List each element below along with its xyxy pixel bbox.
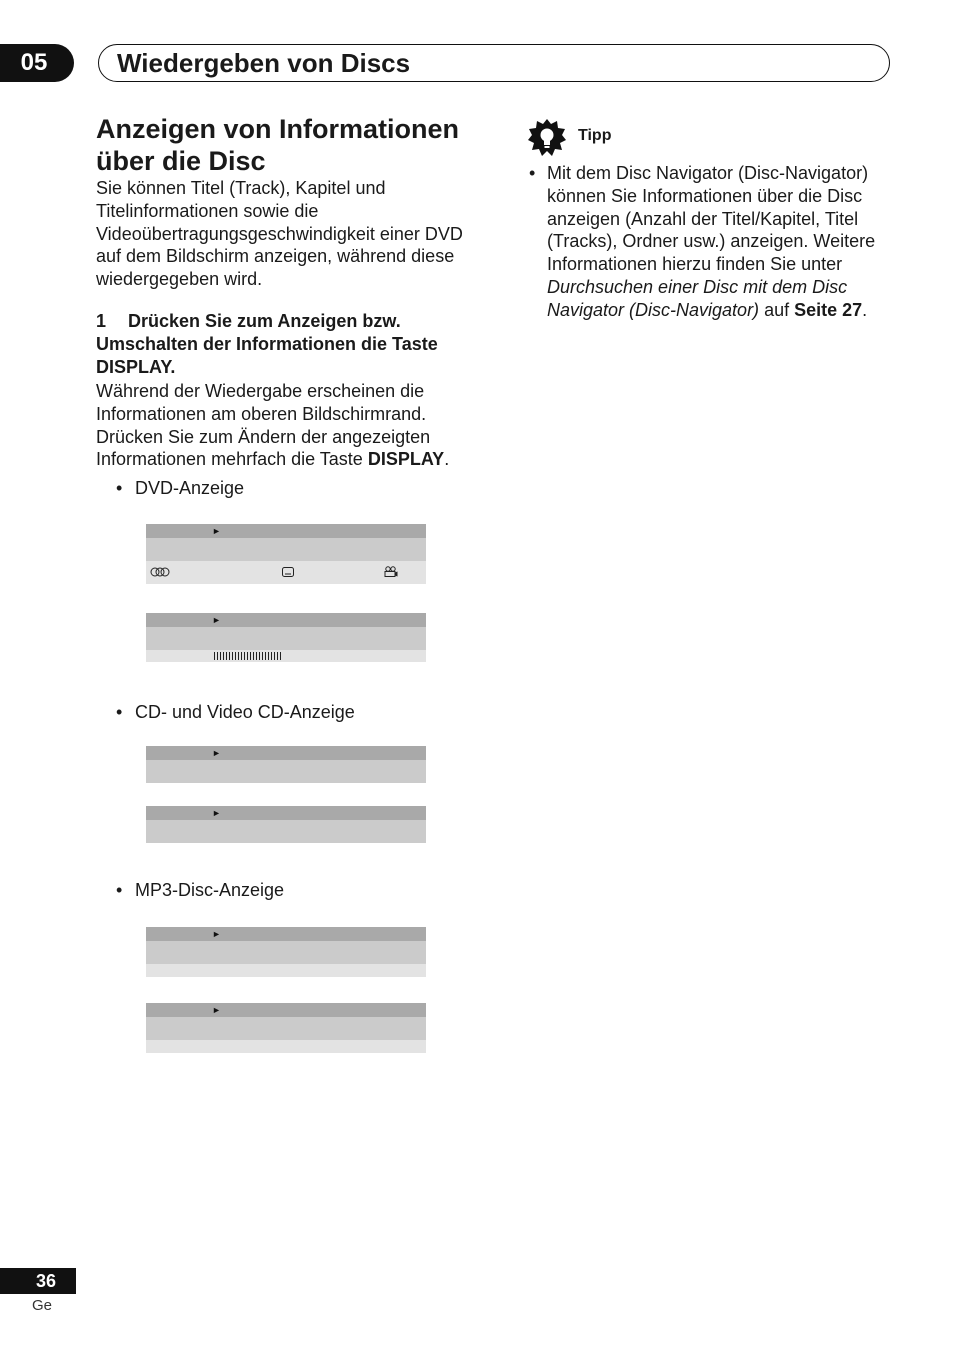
- mp3-osd-screen-1: [146, 927, 426, 977]
- cd-osd-screen-2: [146, 806, 426, 843]
- bullet-cd-label: CD- und Video CD-Anzeige: [135, 702, 355, 722]
- osd-status-bar: [146, 927, 426, 941]
- cd-osd-screen-1: [146, 746, 426, 783]
- tip-bullet: [529, 162, 894, 322]
- osd-status-bar: [146, 613, 426, 627]
- play-icon: ►: [212, 1005, 221, 1015]
- language-code: Ge: [32, 1297, 53, 1314]
- play-icon: ►: [212, 615, 221, 625]
- subtitle-icon: [282, 567, 294, 577]
- tip-text-auf: auf: [759, 299, 795, 320]
- step-text: Drücken Sie zum Anzeigen bzw. Umschalten der Informationen die Taste DISPLAY.: [96, 311, 438, 377]
- osd-bitrate-bar: [146, 650, 426, 662]
- bullet-cd: [116, 701, 355, 723]
- page-number: 36: [35, 1270, 56, 1291]
- osd-info-bar: [146, 627, 426, 650]
- osd-info-bar: [146, 1017, 426, 1040]
- bitrate-meter: [214, 652, 282, 660]
- section-title-line2: über die Disc: [96, 146, 266, 176]
- chapter-title-bar: [98, 44, 890, 82]
- step-body: [96, 380, 481, 471]
- mp3-osd-screen-2: [146, 1003, 426, 1053]
- step-number: 1: [96, 311, 107, 331]
- bullet-dot: •: [116, 478, 123, 498]
- lightbulb-tip-icon: [527, 118, 567, 158]
- dvd-osd-screen-2: [146, 613, 426, 662]
- osd-file-bar: [146, 1040, 426, 1053]
- intro-paragraph: Sie können Titel (Track), Kapitel und Titelinformationen sowie die Videoübertragungsgeschwindigkeit einer DVD auf dem Bildschirm anzeigen, während diese wiedergegeben wird.: [96, 178, 463, 290]
- osd-file-bar: [146, 964, 426, 977]
- play-icon: ►: [212, 929, 221, 939]
- osd-info-bar: [146, 941, 426, 964]
- play-icon: ►: [212, 526, 221, 536]
- bullet-dot: •: [116, 880, 123, 900]
- bullet-dot: •: [116, 702, 123, 722]
- osd-status-bar: [146, 1003, 426, 1017]
- chapter-number-badge: [0, 44, 74, 82]
- tip-text-main: Mit dem Disc Navigator (Disc-Navigator) können Sie Informationen über die Disc anzeigen (Anzahl der Titel/Kapitel, Titel (Tracks), Ordner usw.) anzeigen. Weitere Informationen hierzu finden Sie unter: [547, 163, 876, 275]
- bullet-dvd-label: DVD-Anzeige: [135, 478, 245, 498]
- osd-status-bar: [146, 746, 426, 760]
- tip-reference-title: Durchsuchen einer Disc mit dem Disc Navigator (Disc-Navigator): [547, 276, 848, 320]
- step-body-text: Während der Wiedergabe erscheinen die Informationen am oberen Bildschirmrand. Drücken Sie zum Ändern der angezeigten Informationen mehrfach die Taste: [96, 381, 431, 470]
- osd-info-bar: [146, 538, 426, 561]
- page-number-badge: [0, 1268, 76, 1294]
- bullet-mp3: [116, 879, 284, 901]
- step-body-end: .: [444, 449, 450, 470]
- chapter-title: Wiedergeben von Discs: [117, 47, 411, 78]
- tip-text: [547, 162, 894, 322]
- step-body-display-key: DISPLAY: [367, 449, 445, 470]
- chapter-number: 05: [20, 49, 48, 76]
- bullet-mp3-label: MP3-Disc-Anzeige: [135, 880, 285, 900]
- bullet-dvd: [116, 477, 244, 499]
- step-instruction: [96, 310, 486, 379]
- tip-text-end: .: [862, 299, 868, 320]
- play-icon: ►: [212, 748, 221, 758]
- osd-info-bar: [146, 820, 426, 843]
- tip-bullet-dot: •: [529, 163, 536, 183]
- osd-status-bar: [146, 524, 426, 538]
- tip-label: Tipp: [578, 127, 612, 144]
- play-icon: ►: [212, 808, 221, 818]
- section-title: [96, 113, 496, 177]
- osd-info-bar: [146, 760, 426, 783]
- osd-status-bar: [146, 806, 426, 820]
- audio-icon: [150, 567, 170, 577]
- section-title-line1: Anzeigen von Informationen: [96, 114, 460, 144]
- tip-page-reference: Seite 27: [794, 299, 863, 320]
- dvd-osd-screen-1: [146, 524, 426, 584]
- osd-settings-bar: [146, 561, 426, 584]
- camera-angle-icon: [384, 566, 398, 577]
